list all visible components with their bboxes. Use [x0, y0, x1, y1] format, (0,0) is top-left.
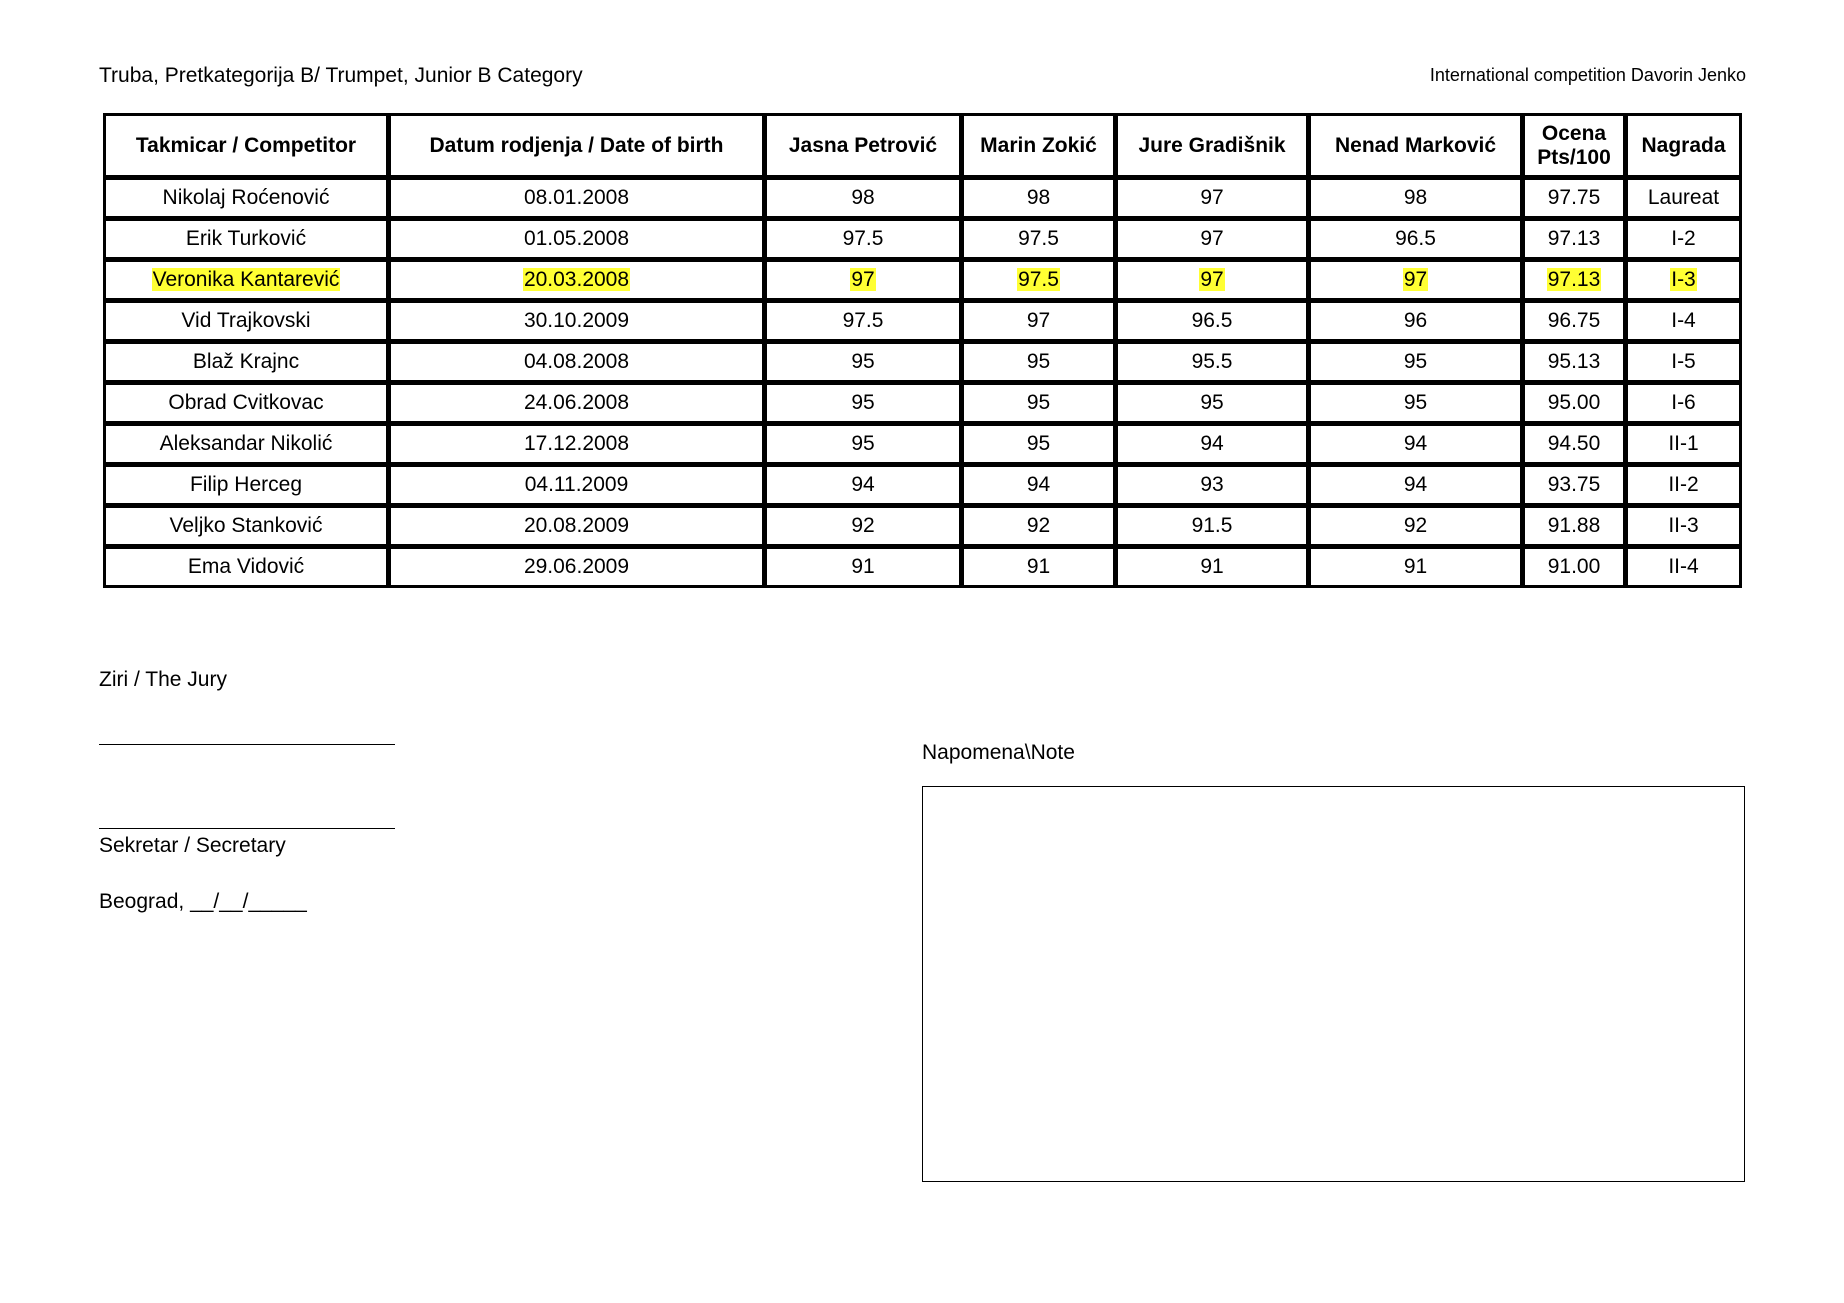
- cell-score-marin-zokic: [963, 343, 1114, 381]
- cell-date-of-birth-text: 04.08.2008: [523, 350, 630, 373]
- cell-score-marin-zokic: [963, 302, 1114, 340]
- cell-competitor: [105, 220, 387, 258]
- cell-award: [1627, 507, 1740, 545]
- col-header-date-of-birth: Datum rodjenja / Date of birth: [390, 115, 763, 176]
- cell-score-jure-gradisnik-text: 97: [1200, 186, 1224, 209]
- secretary-signature-line: [99, 828, 395, 829]
- cell-award: [1627, 425, 1740, 463]
- cell-total-score-text: 93.75: [1547, 473, 1601, 496]
- cell-total-score: [1524, 384, 1624, 422]
- cell-score-nenad-markovic-text: 95: [1403, 391, 1428, 414]
- cell-date-of-birth-text: 08.01.2008: [523, 186, 630, 209]
- cell-score-jure-gradisnik: [1117, 302, 1307, 340]
- cell-score-nenad-markovic-text: 94: [1403, 473, 1428, 496]
- cell-date-of-birth: [390, 548, 763, 586]
- cell-score-jure-gradisnik: [1117, 507, 1307, 545]
- cell-score-jure-gradisnik: [1117, 384, 1307, 422]
- cell-award-text: I-4: [1671, 309, 1696, 332]
- cell-date-of-birth-text: 20.08.2009: [523, 514, 630, 537]
- cell-award-text: I-6: [1671, 391, 1696, 414]
- table-row: [105, 343, 1740, 381]
- cell-competitor-text: Aleksandar Nikolić: [159, 432, 333, 455]
- cell-score-jasna-petrovic: [766, 220, 960, 258]
- cell-date-of-birth-text: 30.10.2009: [523, 309, 630, 332]
- cell-score-nenad-markovic: [1310, 261, 1521, 299]
- table-row: [105, 384, 1740, 422]
- cell-score-nenad-markovic-text: 95: [1403, 350, 1428, 373]
- cell-score-jasna-petrovic-text: 94: [851, 473, 875, 496]
- cell-score-nenad-markovic-text: 98: [1403, 186, 1428, 209]
- cell-award-text: II-4: [1668, 555, 1699, 578]
- cell-award: [1627, 179, 1740, 217]
- cell-score-nenad-markovic-text: 91: [1403, 555, 1428, 578]
- cell-score-marin-zokic-text: 95: [1026, 391, 1051, 414]
- table-row: [105, 302, 1740, 340]
- cell-score-nenad-markovic: [1310, 220, 1521, 258]
- cell-competitor-text: Vid Trajkovski: [181, 309, 311, 332]
- cell-score-jasna-petrovic-text: 95: [851, 391, 875, 414]
- cell-score-marin-zokic-text: 95: [1026, 432, 1051, 455]
- cell-date-of-birth: [390, 384, 763, 422]
- cell-competitor: [105, 466, 387, 504]
- place-date-line: Beograd, __/__/_____: [99, 890, 307, 913]
- note-box: [922, 786, 1745, 1182]
- cell-total-score: [1524, 507, 1624, 545]
- table-row: [105, 425, 1740, 463]
- cell-total-score-text: 96.75: [1547, 309, 1601, 332]
- cell-score-jasna-petrovic: [766, 302, 960, 340]
- cell-total-score-text: 95.00: [1547, 391, 1601, 414]
- cell-award-text: II-2: [1668, 473, 1699, 496]
- cell-score-marin-zokic: [963, 425, 1114, 463]
- cell-date-of-birth: [390, 261, 763, 299]
- cell-award-text: II-1: [1668, 432, 1699, 455]
- cell-date-of-birth-text: 20.03.2008: [523, 268, 630, 291]
- cell-score-jasna-petrovic-text: 97: [851, 268, 875, 291]
- cell-score-jasna-petrovic-text: 95: [851, 350, 875, 373]
- cell-competitor-text: Erik Turković: [185, 227, 307, 250]
- cell-award: [1627, 343, 1740, 381]
- cell-award: [1627, 548, 1740, 586]
- cell-competitor: [105, 384, 387, 422]
- cell-date-of-birth: [390, 425, 763, 463]
- cell-date-of-birth: [390, 507, 763, 545]
- cell-score-nenad-markovic-text: 94: [1403, 432, 1428, 455]
- cell-score-jure-gradisnik: [1117, 220, 1307, 258]
- cell-score-jure-gradisnik: [1117, 548, 1307, 586]
- cell-total-score: [1524, 261, 1624, 299]
- col-header-judge-marin-zokic: Marin Zokić: [963, 115, 1114, 176]
- cell-score-marin-zokic: [963, 220, 1114, 258]
- table-header-row: [105, 115, 1740, 176]
- cell-competitor: [105, 548, 387, 586]
- col-header-judge-nenad-markovic: Nenad Marković: [1310, 115, 1521, 176]
- cell-score-marin-zokic-text: 94: [1026, 473, 1051, 496]
- cell-competitor: [105, 179, 387, 217]
- cell-date-of-birth: [390, 179, 763, 217]
- cell-score-marin-zokic: [963, 384, 1114, 422]
- cell-date-of-birth: [390, 220, 763, 258]
- cell-score-jasna-petrovic: [766, 384, 960, 422]
- cell-score-jure-gradisnik-text: 95: [1200, 391, 1224, 414]
- cell-total-score-text: 91.00: [1547, 555, 1601, 578]
- cell-date-of-birth: [390, 466, 763, 504]
- cell-award-text: II-3: [1668, 514, 1699, 537]
- cell-score-jasna-petrovic-text: 91: [851, 555, 875, 578]
- results-table-body: [105, 179, 1740, 586]
- cell-date-of-birth: [390, 343, 763, 381]
- cell-score-nenad-markovic: [1310, 343, 1521, 381]
- table-row: [105, 548, 1740, 586]
- cell-date-of-birth-text: 17.12.2008: [523, 432, 630, 455]
- table-row: [105, 220, 1740, 258]
- col-header-judge-jure-gradisnik: Jure Gradišnik: [1117, 115, 1307, 176]
- cell-score-jure-gradisnik: [1117, 179, 1307, 217]
- cell-competitor: [105, 425, 387, 463]
- cell-score-marin-zokic-text: 91: [1026, 555, 1051, 578]
- cell-total-score-text: 97.13: [1547, 268, 1601, 291]
- cell-score-marin-zokic-text: 97.5: [1018, 227, 1059, 250]
- cell-score-nenad-markovic: [1310, 507, 1521, 545]
- cell-score-marin-zokic: [963, 466, 1114, 504]
- cell-date-of-birth-text: 24.06.2008: [523, 391, 630, 414]
- cell-score-jure-gradisnik: [1117, 425, 1307, 463]
- cell-score-jasna-petrovic: [766, 261, 960, 299]
- cell-score-jasna-petrovic-text: 92: [851, 514, 875, 537]
- cell-score-jasna-petrovic: [766, 425, 960, 463]
- cell-score-jasna-petrovic-text: 98: [851, 186, 875, 209]
- cell-total-score: [1524, 343, 1624, 381]
- cell-score-nenad-markovic: [1310, 548, 1521, 586]
- table-row: [105, 466, 1740, 504]
- organization-title: International competition Davorin Jenko: [1429, 65, 1746, 85]
- cell-award-text: I-3: [1671, 268, 1696, 291]
- cell-score-nenad-markovic: [1310, 425, 1521, 463]
- cell-competitor: [105, 343, 387, 381]
- col-header-competitor: Takmicar / Competitor: [105, 115, 387, 176]
- page-title: Truba, Pretkategorija B/ Trumpet, Junior B Category: [99, 64, 583, 87]
- cell-date-of-birth: [390, 302, 763, 340]
- cell-award: [1627, 302, 1740, 340]
- cell-score-nenad-markovic: [1310, 302, 1521, 340]
- table-row: [105, 261, 1740, 299]
- cell-score-jure-gradisnik-text: 95.5: [1191, 350, 1233, 373]
- col-header-score: Ocena Pts/100: [1524, 115, 1624, 176]
- cell-total-score-text: 94.50: [1547, 432, 1601, 455]
- cell-competitor: [105, 507, 387, 545]
- col-header-judge-jasna-petrovic: Jasna Petrović: [766, 115, 960, 176]
- cell-score-jure-gradisnik-text: 91.5: [1191, 514, 1233, 537]
- cell-score-jasna-petrovic: [766, 466, 960, 504]
- cell-score-jasna-petrovic: [766, 343, 960, 381]
- cell-total-score: [1524, 302, 1624, 340]
- cell-score-marin-zokic-text: 97.5: [1018, 268, 1059, 291]
- cell-competitor-text: Blaž Krajnc: [192, 350, 300, 373]
- cell-score-marin-zokic: [963, 261, 1114, 299]
- cell-competitor: [105, 261, 387, 299]
- cell-score-marin-zokic: [963, 507, 1114, 545]
- cell-score-jasna-petrovic-text: 97.5: [842, 309, 884, 332]
- note-label: Napomena\Note: [922, 741, 1075, 764]
- cell-date-of-birth-text: 04.11.2009: [524, 473, 629, 496]
- results-table: [102, 112, 1743, 589]
- cell-award-text: Laureat: [1647, 186, 1720, 209]
- cell-score-marin-zokic: [963, 179, 1114, 217]
- cell-competitor-text: Ema Vidović: [187, 555, 305, 578]
- cell-score-nenad-markovic: [1310, 466, 1521, 504]
- cell-award: [1627, 220, 1740, 258]
- cell-total-score: [1524, 179, 1624, 217]
- cell-award-text: I-5: [1671, 350, 1696, 373]
- cell-total-score-text: 95.13: [1547, 350, 1601, 373]
- cell-total-score: [1524, 425, 1624, 463]
- col-header-award: Nagrada: [1627, 115, 1740, 176]
- cell-score-marin-zokic: [963, 548, 1114, 586]
- cell-date-of-birth-text: 01.05.2008: [523, 227, 630, 250]
- cell-competitor-text: Veljko Stanković: [169, 514, 323, 537]
- cell-score-jasna-petrovic: [766, 548, 960, 586]
- cell-score-jasna-petrovic-text: 95: [851, 432, 875, 455]
- cell-score-jure-gradisnik-text: 94: [1200, 432, 1224, 455]
- cell-total-score-text: 97.13: [1547, 227, 1601, 250]
- cell-score-marin-zokic-text: 95: [1026, 350, 1051, 373]
- cell-score-jure-gradisnik: [1117, 466, 1307, 504]
- cell-score-nenad-markovic-text: 92: [1403, 514, 1428, 537]
- cell-competitor-text: Nikolaj Roćenović: [162, 186, 330, 209]
- cell-date-of-birth-text: 29.06.2009: [523, 555, 630, 578]
- cell-score-nenad-markovic: [1310, 179, 1521, 217]
- cell-score-jure-gradisnik-text: 91: [1200, 555, 1224, 578]
- table-row: [105, 507, 1740, 545]
- cell-score-nenad-markovic-text: 97: [1403, 268, 1428, 291]
- cell-score-jasna-petrovic: [766, 507, 960, 545]
- cell-score-jure-gradisnik-text: 93: [1200, 473, 1224, 496]
- jury-label: Ziri / The Jury: [99, 668, 227, 691]
- cell-competitor-text: Filip Herceg: [189, 473, 303, 496]
- cell-total-score: [1524, 220, 1624, 258]
- cell-competitor-text: Veronika Kantarević: [152, 268, 340, 291]
- jury-signature-line: [99, 744, 395, 745]
- cell-score-nenad-markovic-text: 96.5: [1395, 227, 1436, 250]
- cell-competitor-text: Obrad Cvitkovac: [168, 391, 324, 414]
- cell-score-nenad-markovic: [1310, 384, 1521, 422]
- cell-score-marin-zokic-text: 97: [1026, 309, 1051, 332]
- cell-score-jasna-petrovic: [766, 179, 960, 217]
- cell-total-score: [1524, 466, 1624, 504]
- secretary-label: Sekretar / Secretary: [99, 834, 286, 857]
- cell-score-jure-gradisnik: [1117, 261, 1307, 299]
- cell-award: [1627, 466, 1740, 504]
- cell-award: [1627, 384, 1740, 422]
- cell-score-jure-gradisnik-text: 97: [1200, 268, 1224, 291]
- cell-score-marin-zokic-text: 92: [1026, 514, 1051, 537]
- cell-competitor: [105, 302, 387, 340]
- cell-award-text: I-2: [1671, 227, 1696, 250]
- cell-score-jure-gradisnik: [1117, 343, 1307, 381]
- cell-award: [1627, 261, 1740, 299]
- cell-total-score: [1524, 548, 1624, 586]
- table-row: [105, 179, 1740, 217]
- cell-score-nenad-markovic-text: 96: [1403, 309, 1428, 332]
- cell-score-jasna-petrovic-text: 97.5: [842, 227, 884, 250]
- cell-score-jure-gradisnik-text: 97: [1200, 227, 1224, 250]
- cell-total-score-text: 91.88: [1547, 514, 1601, 537]
- cell-total-score-text: 97.75: [1547, 186, 1601, 209]
- cell-score-jure-gradisnik-text: 96.5: [1191, 309, 1233, 332]
- cell-score-marin-zokic-text: 98: [1026, 186, 1051, 209]
